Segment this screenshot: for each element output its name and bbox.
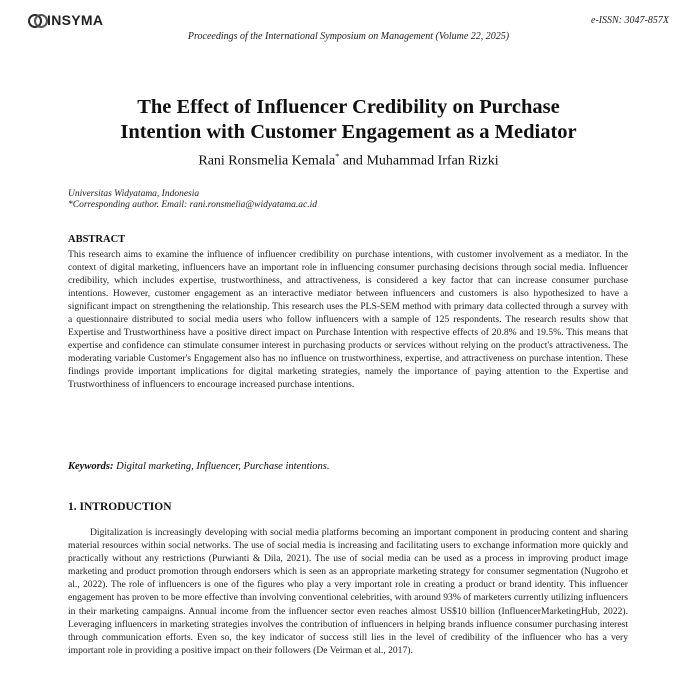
paper-title	[40, 95, 657, 145]
title-line-1: The Effect of Influencer Credibility on Purchase	[137, 96, 560, 118]
author-separator: and	[339, 153, 367, 169]
author-2: Muhammad Irfan Rizki	[366, 153, 499, 169]
introduction-text: Digitalization is increasingly developing with social media platforms becoming an important component in producing content and sharing material resources within social networks. The use of social media is increasing and facilitating users to exchange information more quickly and practically without any restrictions (Purwianti & Dila, 2021). The use of social media can be used as a process in improving product image marketing and product promotion through endorsers which is seen as an appropriate marketing strategy for consumer segmentation (Nugroho et al., 2022). The role of influencers is one of the figures who play a very important role in creating a product or brand identity. This influencer engagement has proven to be more effective than involving conventional celebrities, with around 93% of marketers currently utilizing influencers in their marketing campaigns. Annual income from the influencer sector even reaches almost US$10 billion (InfluencerMarketingHub, 2022). Leveraging influencers in marketing strategies involves the contribution of influencers in helping brands influence consumer purchasing interest through communication efforts. Even so, the key indicator of success still lies in the level of credibility of the influencer who has a very important role in providing a positive impact on their followers (De Veirman et al., 2017).	[68, 527, 628, 656]
corresponding-mark: *	[335, 152, 340, 161]
affiliation: Universitas Widyatama, Indonesia	[68, 189, 200, 199]
keywords-line	[68, 461, 330, 472]
issn: e-ISSN: 3047-857X	[590, 15, 669, 26]
keywords-label: Keywords:	[68, 461, 114, 472]
insyma-logo	[28, 12, 103, 28]
logo-rings-icon	[28, 13, 46, 27]
abstract-text: This research aims to examine the influence of influencer credibility on purchase intentions, with customer involvement as a mediator. In the context of digital marketing, influencers have an important role in influencing consumer purchasing decisions through social media. Influencer credibility, which includes expertise, trustworthiness, and attractiveness, is considered a key factor that can increase consumer purchase intentions. However, customer engagement as an interactive mediator between influencers and customers is also hypothesized to have a significant impact on strengthening the relationship. This research uses the PLS-SEM method with primary data collected through a survey with a questionnaire distributed to social media users who follow influencers with a sample of 125 respondents. The research results show that Expertise and Trustworthiness have a positive direct impact on Purchase Intention with respective effects of 20.8% and 19.5%. This means that expertise and confidence can stimulate consumer interest in purchasing products or services without relying on the product's attractiveness. The moderating variable Customer's Engagement also has no influence on trustworthiness, expertise, and attractiveness on purchase intention. These findings provide important implications for digital marketing strategies, namely the importance of paying attention to the Expertise and Trustworthiness of influencers to encourage increased purchase intentions.	[68, 249, 628, 390]
abstract-heading: ABSTRACT	[68, 234, 126, 245]
author-list	[0, 152, 697, 170]
affiliation-block	[68, 189, 317, 211]
corresponding-author: *Corresponding author. Email: rani.ronsmelia@widyatama.ac.id	[68, 200, 317, 210]
author-1: Rani Ronsmelia Kemala	[198, 153, 336, 169]
keywords-list: Digital marketing, Influencer, Purchase intentions.	[113, 461, 330, 472]
proceedings-line: Proceedings of the International Symposium on Management (Volume 22, 2025)	[187, 31, 510, 42]
logo-text: INSYMA	[47, 12, 104, 28]
title-line-2: Intention with Customer Engagement as a Mediator	[120, 121, 577, 143]
section-heading-introduction: 1. INTRODUCTION	[68, 501, 172, 513]
